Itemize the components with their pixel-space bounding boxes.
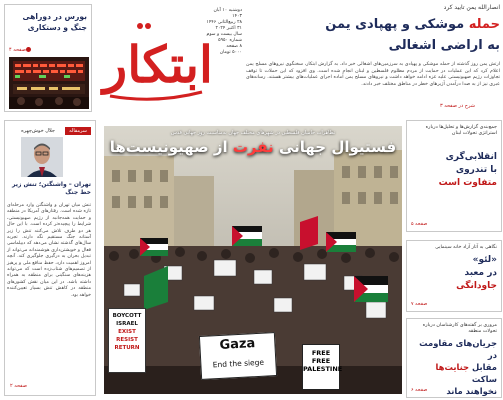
photo-kicker: تظاهرات حامیان فلسطین در شهرهای مختلف جهان به‌مناسبت روز جهانی قدس	[170, 130, 336, 136]
teaser-title: «لئو» در معبد جاودانگی	[456, 255, 497, 291]
info-line: ۵۰۰۰ تومان	[219, 50, 242, 55]
lead-headline-line1: موشکی و پهپادی یمن	[325, 17, 465, 32]
editorial-tag: سرمقاله	[65, 127, 91, 135]
market-teaser-line2: جنگ و دستکاری	[27, 23, 87, 32]
photo-headline-red: نفرت	[232, 138, 274, 156]
free-palestine-sign: FREE FREE PALESTINE	[302, 344, 340, 390]
lead-kicker: انصارالله یمن تایید کرد	[443, 4, 500, 11]
editorial-column[interactable]	[4, 120, 96, 396]
masthead-info	[204, 8, 242, 68]
info-line: شماره ۵۹۵۰	[218, 38, 242, 43]
lead-more-link[interactable]: شرح در صفحه ۳	[440, 103, 475, 109]
lead-headline[interactable]	[246, 14, 500, 56]
logo-name: ابتکار	[103, 35, 212, 94]
market-teaser-headline	[7, 11, 87, 33]
editorial-author: جلال خوش‌چهره	[21, 128, 55, 134]
photo-headline-part2: از صهیونیست‌ها	[109, 138, 228, 156]
market-teaser-line1: بورس در دوراهی	[22, 12, 87, 21]
info-line: ۸ صفحه	[226, 44, 242, 49]
teaser-kicker: مروری بر گفته‌های کارشناسان درباره تحولات منطقه	[422, 323, 497, 335]
teaser-title: انقلابی‌گری با تندروی متفاوت است	[438, 152, 497, 188]
market-teaser-page: صفحه ۴	[9, 47, 33, 53]
teaser-kicker: جمع‌بندی گزارش‌ها و تحلیل‌ها درباره استراتژی تحولات لبنان	[425, 125, 497, 137]
info-line: ۳۱ اکتبر ۲۰۲۴	[215, 26, 242, 31]
photo-headline-part1: فستیوال جهانی	[278, 138, 397, 156]
stock-board-photo	[9, 57, 89, 109]
photo-headline	[104, 138, 402, 156]
teaser-box-cinema[interactable]	[406, 240, 502, 312]
lead-headline-red: حمله	[468, 17, 500, 32]
teaser-kicker: نگاهی به آثار آزاد خانه سینمایی	[435, 245, 497, 250]
editorial-body: تنش میان تهران و واشنگتن وارد مرحله‌ای تازه شده است. رفتارهای آمریکا در منطقه و حمایت همه‌جانبه از رژیم صهیونیستی، شرایط را پیچیده‌تر کرده است. با این حال هر دو طرف تلاش می‌کنند تنش را زیر آستانه جنگ مستقیم نگه دارند. تجربه سال‌های گذشته نشان می‌دهد که دیپلماسی فعال و خویشتن‌داری هوشمندانه می‌تواند از تبدیل بحران به درگیری جلوگیری کند. آنچه امروز اهمیت دارد، حفظ منافع ملی و پرهیز از تصمیم‌های شتاب‌زده است که می‌تواند هزینه‌های سنگینی برای منطقه به همراه داشته باشد. در این میان نقش کشورهای منطقه در کاهش تنش بسیار تعیین‌کننده خواهد بود.	[7, 203, 91, 298]
stock-board-illustration	[9, 57, 89, 109]
protest-photo[interactable]	[104, 126, 402, 394]
page-dot-icon	[26, 47, 31, 52]
gaza-sign	[199, 332, 277, 380]
author-avatar	[21, 137, 63, 177]
teaser-box-resistance[interactable]	[406, 318, 502, 398]
gaza-sign-title: Gaza	[219, 336, 256, 353]
market-teaser-box[interactable]	[4, 4, 92, 112]
ebtekar-logo-mark	[100, 4, 212, 112]
gaza-sign-subtitle: End the siege	[212, 357, 265, 370]
masthead-logo	[100, 4, 212, 112]
teaser-title: جریان‌های مقاومت در مقابل جنایت‌ها ساکت نخواهند ماند	[419, 338, 497, 396]
lead-body: ارتش یمن روز گذشته از حمله موشکی و پهپادی به سرزمین‌های اشغالی خبر داد. به گزارش ابتکار، سخنگوی نیروهای مسلح یمن اعلام کرد که این عملیات در حمایت از مردم مظلوم فلسطین و لبنان انجام شده است. وی افزود که این حملات تا توقف تجاوزات رژیم صهیونیستی علیه غزه ادامه خواهد داشت و نیروهای مسلح یمن آماده اجرای عملیات‌های بیشتر هستند. رسانه‌های عبری نیز از به صدا درآمدن آژیرهای خطر در مناطق مختلف خبر دادند.	[246, 62, 500, 88]
info-line: دوشنبه ۱۰ آبان ۱۴۰۳	[213, 8, 242, 19]
teaser-page: صفحه ۶	[411, 388, 428, 393]
lead-headline-line2: به اراضی اشغالی	[388, 38, 500, 53]
author-portrait	[21, 137, 63, 177]
info-line: سال بیست و سوم	[206, 32, 242, 37]
teaser-box-lebanon[interactable]	[406, 120, 502, 232]
boycott-sign: BOYCOTT ISRAEL EXIST RESIST RETURN	[108, 308, 146, 373]
editorial-page: صفحه ۲	[10, 383, 27, 389]
teaser-page: صفحه ۵	[411, 222, 428, 227]
teaser-page: صفحه ۷	[411, 302, 428, 307]
info-line: ۲۸ ربیع‌الثانی ۱۴۴۶	[206, 20, 242, 25]
editorial-title: تهران – واشنگتن؛ تنش زیر خط جنگ	[12, 181, 91, 196]
